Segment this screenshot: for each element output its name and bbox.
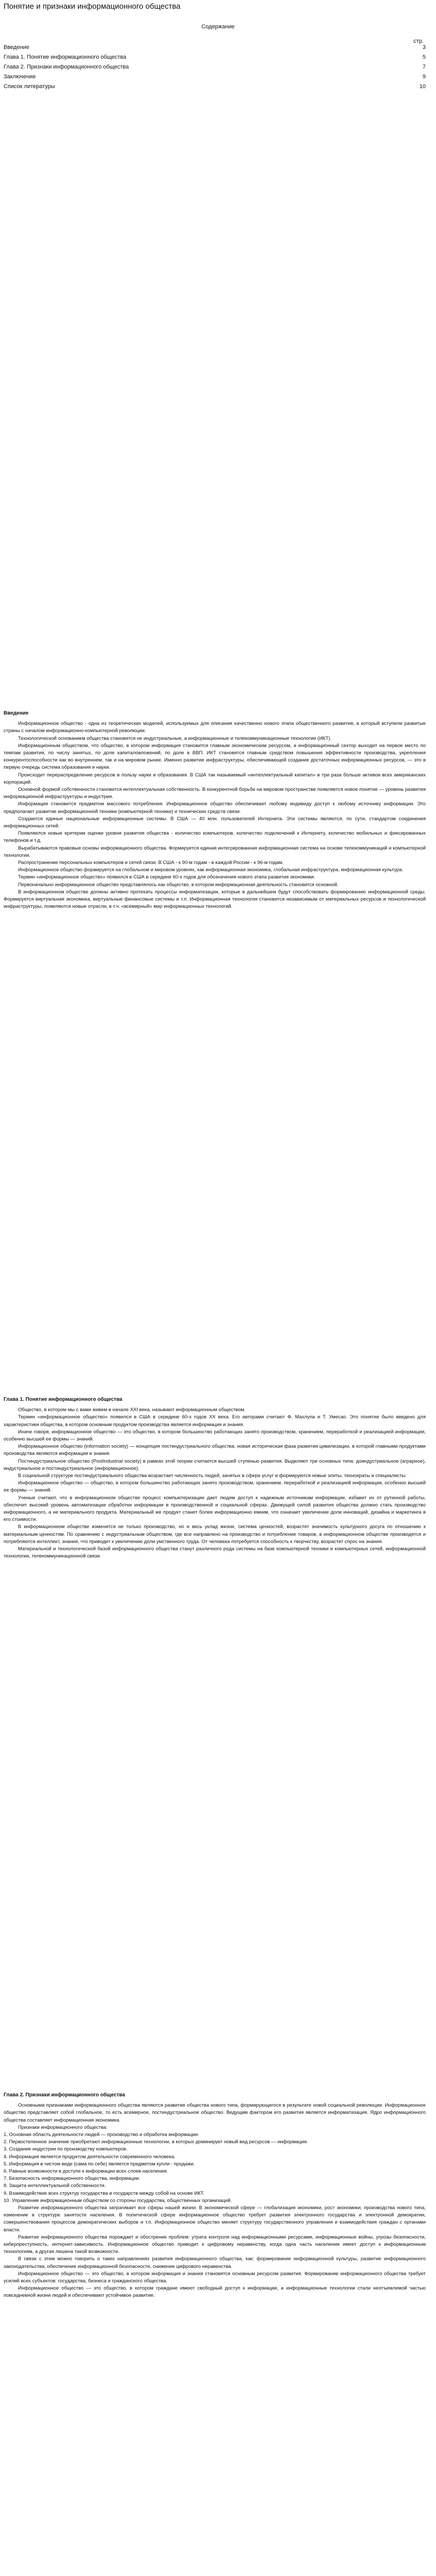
paragraph: Информация становится предметом массового потребления. Информационное общество обеспечивает любому индивиду доступ к любому источнику информации. Это предполагает развитие информационной техники (компьютерной техники) и технических средств связи. — [4, 801, 426, 815]
paragraph: Основной формой собственности становится интеллектуальная собственность. В конкурентной борьбе на мировом пространстве появляется новое понятие — уровень развития информационной инфраструктуры и индустрии. — [4, 787, 426, 800]
toc-page-column-header: стр. — [413, 38, 424, 44]
paragraph: В социальной структуре постиндустриального общества возрастает численность людей, занятых в сфере услуг и формируются новые элиты, технократы и специалисты. — [18, 1473, 407, 1479]
toc-entry-page: 5 — [422, 54, 426, 60]
toc-entry-label: Глава 2. Признаки информационного общества — [4, 64, 129, 70]
toc-entry[interactable] — [4, 44, 426, 54]
document-title: Понятие и признаки информационного общества — [4, 2, 181, 11]
table-of-contents — [4, 38, 426, 93]
paragraph: Развитие информационного общества затрагивает все сферы нашей жизни. В экономической сфере — глобализация экономики, рост экономики, производства нового типа, изменение в структуре занятости населения. В политической сфере информационное общество требует развития электронного государства и электронной демократии, совершенствования процессов демократических выборов и т.п. Информационное общество меняет структуру государственного управления и взаимодействия граждан с органами власти. — [4, 2205, 426, 2233]
list-item: 7. Безопасность информационного общества, информации. — [4, 2176, 141, 2182]
paragraph: Первоначально информационное общество представлялось как общество, в котором информационная деятельность становится основной. — [18, 882, 339, 888]
paragraph: Развитие информационного общества порождает и обострение проблем: утрата контроля над информационными ресурсами, информационные войны, угрозы безопасности, киберпреступность, интернет-зависимость. Информационное общество приводит к цифровому неравенству, когда одна часть населения имеет доступ к информационным технологиям, а другая лишена такой возможности. — [4, 2234, 426, 2255]
paragraph: Распространение персональных компьютеров и сетей связи. В США - к 90-м годам - в каждой России - к 96-м годам. — [18, 860, 284, 866]
list-item: 10. Управление информационным обществом со стороны государства, общественных организаций. — [4, 2197, 232, 2204]
list-item: 5. Информация в чистом виде (сама по себе) является предметом купли - продажи. — [4, 2161, 195, 2167]
paragraph: Вырабатываются правовые основы информационного общества. Формируется единая интегрированная информационная система на основе телекоммуникаций и компьютерной технологии. — [4, 845, 426, 858]
paragraph: Технологической основанием общества становятся не индустриальные, а информационные и телекоммуникационные технологии (ИКТ). — [18, 735, 332, 741]
paragraph: Информационное общество — общество, в котором большинство работающих занято производством, хранением, переработкой и реализацией информации, особенно высшей ее формы — знаний. — [4, 1480, 426, 1494]
paragraph: В информационном обществе должны активно протекать процессы информатизации, которые в дальнейшем будут способствовать формированию информационной среды. Формируется виртуальная экономика, виртуальные финансовые системы и т.п. Информационная технология становится независимым от материальных ресурсов и технологической инфраструктуры, появляются новые отрасли, в т.ч. «всемирный» мир информационных технологий. — [4, 889, 426, 910]
list-item: 4. Информация является продуктом деятельности современного человека. — [4, 2154, 176, 2160]
paragraph: Основными признаками информационного общества являются развитие общества нового типа, формирующегося в результате новой социальной революции. Информационное общество представляет собой глобальное, то есть всемирное, постиндустриальное общество. Ведущим фактором его развития является информатизация. Ядро информационного общества составляет информационная экономика. — [4, 2103, 426, 2123]
paragraph: Информационное общество — это общество, в котором граждане имеют свободный доступ к информации, а информационные технологии стали неотъемлемой частью повседневной жизни людей и обеспечивают устойчивое развитие. — [4, 2285, 426, 2299]
toc-entry-page: 9 — [422, 74, 426, 80]
paragraph: Появляются новые критерии оценки уровня развития общества - количество компьютеров, количество подключений к Интернету, количество мобильных и фиксированных телефонов и т.д. — [4, 831, 426, 844]
list-item: 9. Взаимодействие всех структур государства и государств между собой на основе ИКТ. — [4, 2190, 204, 2196]
toc-entry[interactable] — [4, 83, 426, 93]
paragraph: Информационное общество (information society) — концепция постиндустриального общества; новая историческая фаза развития цивилизации, в которой главными продуктами производства являются информация и знания. — [4, 1444, 426, 1457]
paragraph: Термин «информационное общество» появился в США в середине 60-х годов для обозначения нового этапа развития экономики. — [18, 874, 316, 880]
section-heading: Введение — [4, 710, 29, 716]
toc-entry-label: Заключение — [4, 74, 36, 80]
toc-entry-label: Список литературы — [4, 83, 55, 90]
section-introduction — [4, 710, 426, 910]
toc-entry-page: 10 — [419, 83, 426, 90]
paragraph: Иначе говоря, информационное общество — это общество, в котором большинство работающих занято производством, хранением, переработкой и реализацией информации, особенно высшей ее формы — знаний. — [4, 1429, 426, 1443]
paragraph: Общество, в котором мы с вами живем в начале XXI века, называют информационным обществом. — [18, 1407, 246, 1413]
paragraph: Создаются единые национальные информационные системы. В США — 40 млн. пользователей Интернета. Эти системы являются, по сути, стандартом соединения информационных сетей. — [4, 816, 426, 829]
paragraph: Постиндустриальное общество (PostIndustrial society) в рамках этой теории считается высшей ступенью развития. Выделяют три основных типа: доиндустриальное (аграрное), индустриальное и постиндустриальное (информационное). — [4, 1458, 426, 1471]
toc-entry-label: Введение — [4, 44, 29, 50]
paragraph: Информационным обществом, что общество, в котором информация становится главным экономическим ресурсом, а информационный сектор выходит на первое место по темпам развития, по числу занятых, по доле капиталовложений, по доле в ВВП. ИКТ становятся главным средством повышения эффективности производства, укрепления конкурентоспособности как во внутреннем, так и на мировом рынке. Именно развитие инфраструктуры, обеспечивающей создание достаточных информационных ресурсов, — это в первую очередь система образования и науки. — [4, 742, 426, 771]
section-chapter-2 — [4, 2092, 426, 2300]
toc-entry[interactable] — [4, 74, 426, 83]
paragraph: Информационное общество — это общество, в котором информация и знания становятся основным ресурсом развития. Формирование информационного общества требует усилий всех субъектов: государства, бизнеса и гражданского общества. — [4, 2270, 426, 2284]
list-item: 2. Первостепенное значение приобретают информационные технологии, в которых доминирует новый вид ресурсов — информация. — [4, 2139, 308, 2145]
section-heading: Глава 1. Понятие информационного общества — [4, 1397, 123, 1402]
toc-entry[interactable] — [4, 64, 426, 74]
paragraph: Ученые считают, что в информационном обществе процесс компьютеризации дает людям доступ к надежным источникам информации, избавит их от рутинной работы, обеспечит высокий уровень автоматизации обработки информации в производственной и социальной сферах. Движущей силой развития общества должно стать производство информационного, а не материального продукта. Материальный же продукт станет более информационно емким, что означает увеличение доли инноваций, дизайна и маркетинга в его стоимости. — [4, 1495, 426, 1523]
paragraph: Признаки информационного общества: — [18, 2124, 108, 2130]
list-item: 1. Основная область деятельности людей — производство и обработка информации. — [4, 2132, 199, 2138]
toc-entry-page: 3 — [422, 44, 426, 50]
paragraph: В информационном обществе изменится не только производство, но и весь уклад жизни, система ценностей, возрастет значимость культурного досуга по отношению к материальным ценностям. По сравнению с индустриальным обществом, где все направлено на производство и потребление товаров, в информационном обществе производятся и потребляются интеллект, знания, что приводит к увеличению доли умственного труда. От человека потребуется способность к творчеству, возрастет спрос на знания. — [4, 1524, 426, 1545]
toc-heading: Содержание — [201, 24, 235, 30]
paragraph: В связи с этим можно говорить о таких направлениях развития информационного общества, как: формирование информационной культуры, развитие информационного законодательства, обеспечение информационной безопасности, снижение цифрового неравенства. — [4, 2256, 426, 2269]
section-heading: Глава 2. Признаки информационного общества — [4, 2092, 125, 2098]
paragraph: Информационное общество формируется на глобальном и мировом уровнях, как информационная экономика, глобальная инфраструктура, информационная культура. — [18, 867, 404, 873]
toc-entry-label: Глава 1. Понятие информационного общества — [4, 54, 127, 60]
toc-entry[interactable] — [4, 54, 426, 64]
paragraph: Информационное общество - одна из теоретических моделей, используемых для описания качественно нового этапа общественного развития, в который вступили развитые страны с началом информационно-компьютерной революции. — [4, 721, 426, 734]
paragraph: Происходит перераспределение ресурсов в пользу науки и образования. В США так называемый «интеллектуальный капитал» в три раза больше активов всех американских корпораций. — [4, 772, 426, 785]
paragraph: Термин «информационное общество» появился в США в середине 60-х годов ХХ века. Его авторами считают Ф. Махлупа и Т. Умесао. Это понятие было введено для характеристики общества, в котором основным продуктом производства является информация и знания. — [4, 1414, 426, 1428]
list-item: 8. Защита интеллектуальной собственности. — [4, 2183, 106, 2189]
paragraph: Материальной и технологической базой информационного общества станут различного рода системы на базе компьютерной техники и компьютерных сетей, информационной технологии, телекоммуникационной связи. — [4, 1546, 426, 1560]
section-chapter-1 — [4, 1396, 426, 1560]
list-item: 3. Создание индустрии по производству компьютеров. — [4, 2146, 128, 2153]
toc-entry-page: 7 — [422, 64, 426, 70]
list-item: 6. Равные возможности в доступе к информации всех слоев населения. — [4, 2168, 168, 2175]
